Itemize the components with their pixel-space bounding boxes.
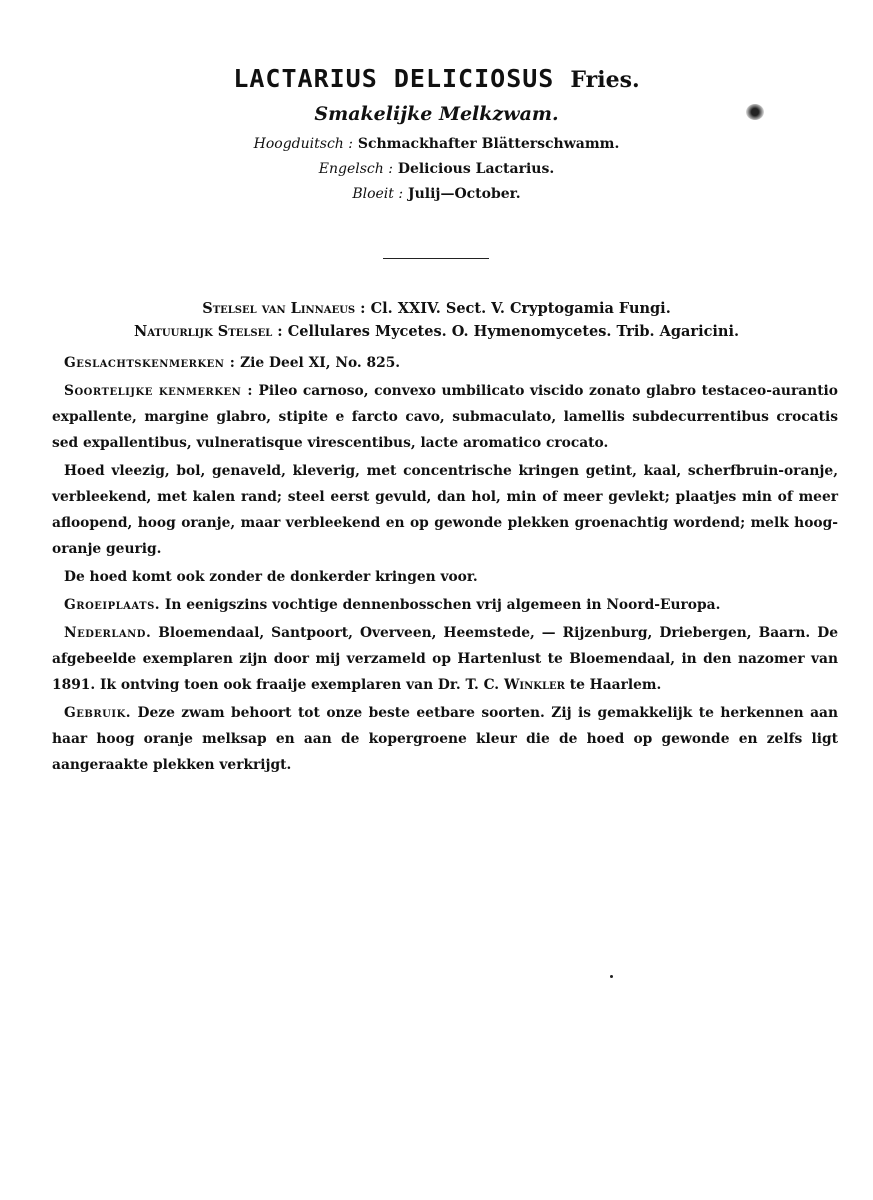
use-text: Deze zwam behoort tot onze beste eetbare soorten. Zij is gemakkelijk te herkennen aan haar hoog oranje melksap en aan de kopergroene kleur die de hoed op gewonde en zelfs ligt aangeraakte plekken verkrijgt. (52, 705, 839, 773)
flowering-value: Julij—October. (407, 186, 521, 202)
description-body (52, 350, 838, 778)
natural-value: Cellulares Mycetes. O. Hymenomycetes. Trib. Agaricini. (287, 323, 740, 340)
natural-label: Natuurlijk Stelsel : (133, 323, 283, 340)
species-name: LACTARIUS DELICIOSUS (233, 64, 555, 93)
netherlands-text-end: te Haarlem. (569, 677, 662, 693)
netherlands-text: Bloemendaal, Santpoort, Overveen, Heemstede, — Rijzenburg, Driebergen, Baarn. De afgebeelde exemplaren zijn door mij verzameld op Hartenlust te Bloemendaal, in den nazomer van 1891. Ik ontving toen ook fraaije exemplaren van Dr. T. C. (52, 625, 838, 693)
species-label: Soortelijke kenmerken : (64, 383, 253, 399)
linnaeus-value: Cl. XXIV. Sect. V. Cryptogamia Fungi. (370, 300, 671, 317)
natural-system-line (0, 323, 873, 340)
stray-dot (610, 975, 613, 978)
author-name: Fries. (570, 67, 640, 93)
species-paragraph (52, 378, 838, 456)
german-value: Schmackhafter Blätterschwamm. (357, 136, 620, 152)
english-label: Engelsch : (318, 161, 393, 177)
divider-rule (383, 258, 489, 259)
page-title (0, 64, 873, 93)
description-paragraph: Hoed vleezig, bol, genaveld, kleverig, met concentrische kringen getint, kaal, scherfbruin-oranje, verbleekend, met kalen rand; steel eerst gevuld, dan hol, min of meer gevlekt; plaatjes min of meer afloopend, hoog oranje, maar verbleekend en op gewonde plekken groenachtig wordend; melk hoog-oranje geurig. (52, 463, 838, 557)
use-paragraph (52, 700, 838, 778)
linnaeus-system-line (0, 300, 873, 317)
netherlands-label: Nederland. (64, 625, 152, 641)
habitat-text: In eenigszins vochtige dennenbosschen vrij algemeen in Noord-Europa. (164, 597, 721, 613)
collector-name: Winkler (503, 677, 565, 693)
genus-label: Geslachtskenmerken : (64, 355, 236, 371)
species-text: Pileo carnoso, convexo umbilicato viscido zonato glabro testaceo-aurantio expallente, margine glabro, stipite e farcto cavo, submaculato, lamellis subdecurrentibus crocatis sed expallentibus, vulneratisque virescentibus, lacte aromatico crocato. (52, 383, 839, 451)
flowering-label: Bloeit : (352, 186, 404, 202)
variant-paragraph: De hoed komt ook zonder de donkerder kringen voor. (64, 569, 478, 585)
dutch-name: Smakelijke Melkzwam. (314, 103, 559, 125)
flowering-line (0, 186, 873, 202)
linnaeus-label: Stelsel van Linnaeus : (202, 300, 366, 317)
netherlands-paragraph (52, 620, 838, 698)
genus-paragraph (52, 350, 838, 376)
habitat-paragraph (52, 592, 838, 618)
english-value: Delicious Lactarius. (397, 161, 555, 177)
german-label: Hoogduitsch : (253, 136, 353, 152)
german-name-line (0, 136, 873, 152)
habitat-label: Groeiplaats. (64, 597, 161, 613)
genus-text: Zie Deel XI, No. 825. (240, 355, 401, 371)
english-name-line (0, 161, 873, 177)
use-label: Gebruik. (64, 705, 132, 721)
